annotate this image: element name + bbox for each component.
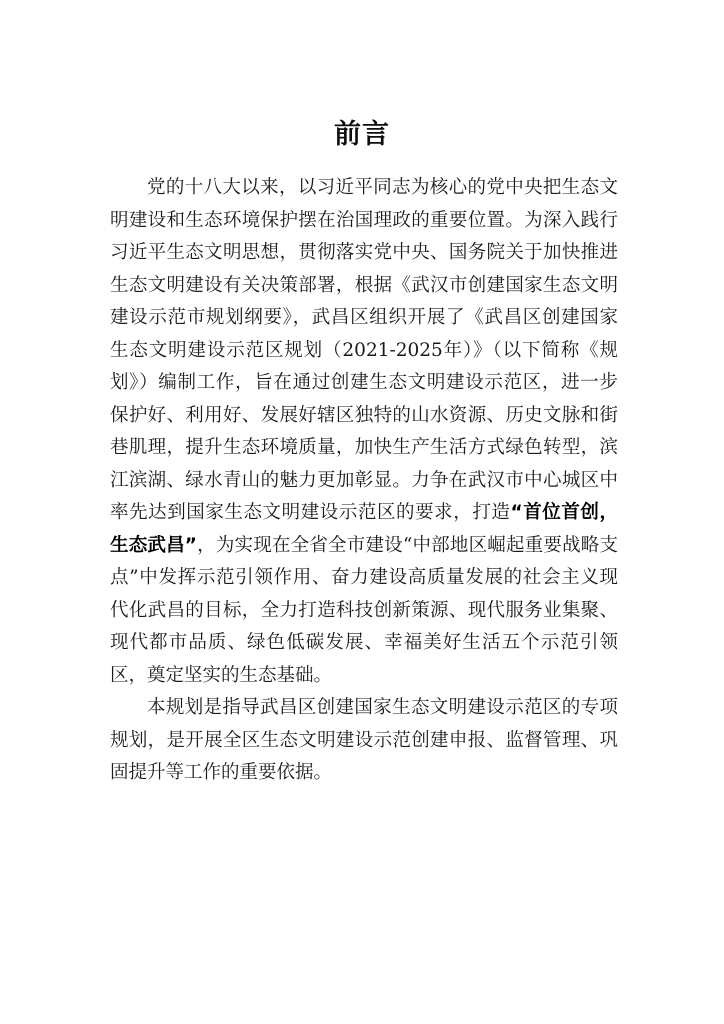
page-title: 前言 (334, 119, 390, 150)
paragraph-intro-text-1: 党的十八大以来，以习近平同志为核心的党中央把生态文明建设和生态环境保护摆在治国理政的重要位置。为深入践行习近平生态文明思想，贯彻落实党中央、国务院关于加快推进生态文明建设有关决策部署，根据《武汉市创建国家生态文明建设示范市规划纲要》，武昌区组织开展了《武昌区创建国家生态文明建设示范区规划（2021-2025年）》（以下简称《规划》）编制工作，旨在通过创建生态文明建设示范区，进一步保护好、利用好、发展好辖区独特的山水资源、历史文脉和街巷肌理，提升生态环境质量，加快生产生活方式绿色转型，滨江滨湖、绿水青山的魅力更加彰显。力争在武汉市中心城区中率先达到国家生态文明建设示范区的要求，打造 (110, 177, 618, 523)
paragraph-intro-text-2: ，为实现在全省全市建设“中部地区崛起重要战略支点”中发挥示范引领作用、奋力建设高质量发展的社会主义现代化武昌的目标，全力打造科技创新策源、现代服务业集聚、现代都市品质、绿色低碳发展、幸福美好生活五个示范引领区，奠定坚实的生态基础。 (110, 534, 618, 686)
paragraph-purpose: 本规划是指导武昌区创建国家生态文明建设示范区的专项规划，是开展全区生态文明建设示范创建申报、监督管理、巩固提升等工作的重要依据。 (110, 697, 618, 783)
slogan-emphasis: “首位首创，生态武昌” (110, 502, 618, 556)
paragraph-intro (110, 172, 618, 692)
body-text (110, 172, 618, 790)
